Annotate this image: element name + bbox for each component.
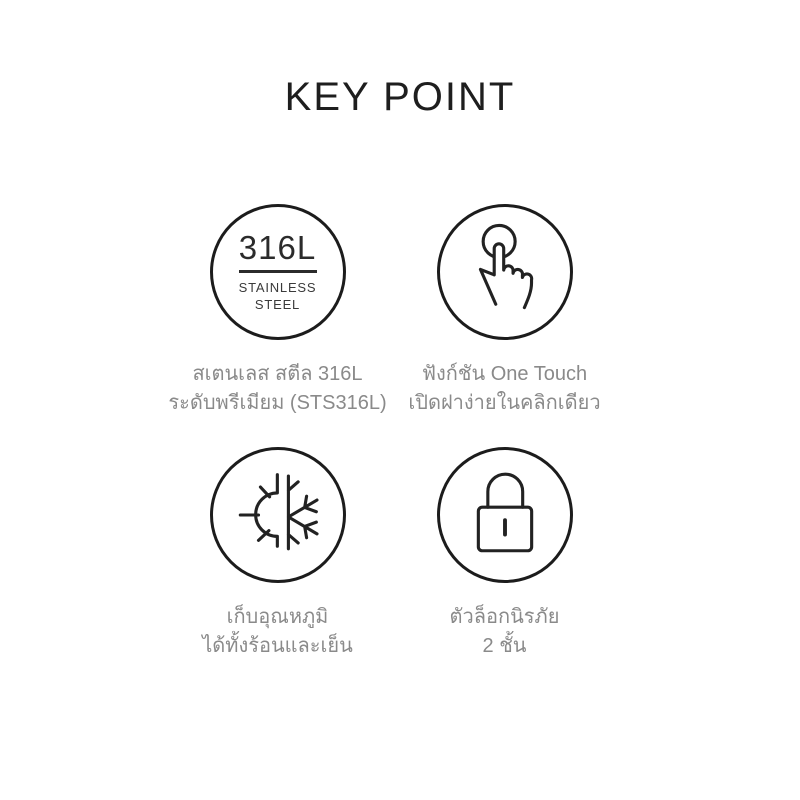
caption-line: เปิดฝาง่ายในคลิกเดียว — [408, 392, 601, 414]
safety-lock-padlock-icon — [440, 450, 570, 580]
hot-cold-sun-snowflake-icon — [213, 450, 343, 580]
feature-circle-one-touch — [437, 204, 573, 340]
page-title: KEY POINT — [284, 75, 516, 119]
badge-number: 316L — [238, 229, 317, 266]
feature-circle-hot-cold — [210, 447, 346, 583]
316l-badge-icon — [239, 231, 317, 313]
feature-caption-hot-cold — [202, 603, 353, 661]
feature-grid — [164, 204, 618, 661]
caption-line: ระดับพรีเมียม (STS316L) — [168, 392, 387, 414]
feature-one-touch — [391, 204, 618, 418]
feature-stainless-316l — [164, 204, 391, 418]
caption-line: ได้ทั้งร้อนและเย็น — [202, 635, 353, 657]
caption-line: 2 ชั้น — [482, 635, 527, 657]
caption-line: ฟังก์ชัน One Touch — [421, 363, 588, 385]
feature-caption-one-touch — [408, 360, 600, 418]
one-touch-finger-icon — [440, 207, 570, 337]
feature-circle-316l — [210, 204, 346, 340]
feature-hot-cold — [164, 447, 391, 661]
badge-rule — [239, 270, 317, 273]
caption-line: สเตนเลส สตีล 316L — [192, 363, 363, 385]
feature-caption-316l — [168, 360, 386, 418]
caption-line: เก็บอุณหภูมิ — [226, 606, 329, 628]
feature-circle-safety-lock — [437, 447, 573, 583]
feature-safety-lock — [391, 447, 618, 661]
caption-line: ตัวล็อกนิรภัย — [449, 606, 560, 628]
badge-subtext-line2: STEEL — [254, 297, 301, 312]
feature-caption-safety-lock — [450, 603, 560, 661]
badge-subtext-line1: STAINLESS — [238, 280, 317, 295]
